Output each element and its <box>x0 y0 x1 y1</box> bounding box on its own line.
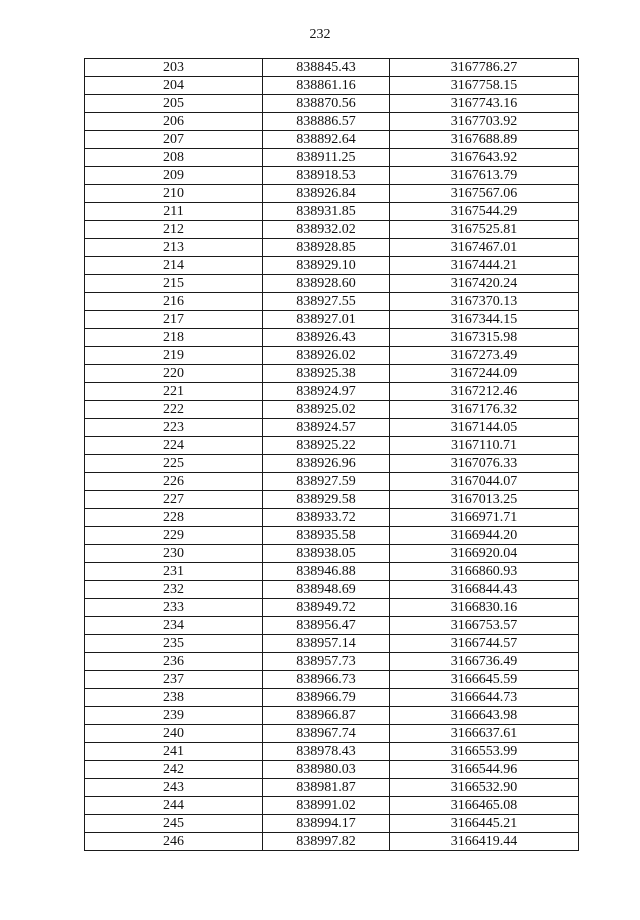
x-coordinate-cell: 838946.88 <box>263 563 390 581</box>
point-number-cell: 223 <box>85 419 263 437</box>
table-row <box>85 329 579 347</box>
table-row <box>85 527 579 545</box>
y-coordinate-cell: 3166944.20 <box>390 527 579 545</box>
point-number-cell: 210 <box>85 185 263 203</box>
table-row <box>85 95 579 113</box>
y-coordinate-cell: 3167567.06 <box>390 185 579 203</box>
table-row <box>85 185 579 203</box>
table-row <box>85 473 579 491</box>
table-row <box>85 707 579 725</box>
x-coordinate-cell: 838957.73 <box>263 653 390 671</box>
x-coordinate-cell: 838967.74 <box>263 725 390 743</box>
y-coordinate-cell: 3167044.07 <box>390 473 579 491</box>
x-coordinate-cell: 838928.60 <box>263 275 390 293</box>
y-coordinate-cell: 3167643.92 <box>390 149 579 167</box>
table-row <box>85 365 579 383</box>
point-number-cell: 242 <box>85 761 263 779</box>
point-number-cell: 211 <box>85 203 263 221</box>
point-number-cell: 238 <box>85 689 263 707</box>
point-number-cell: 222 <box>85 401 263 419</box>
y-coordinate-cell: 3167176.32 <box>390 401 579 419</box>
x-coordinate-cell: 838925.22 <box>263 437 390 455</box>
y-coordinate-cell: 3166553.99 <box>390 743 579 761</box>
y-coordinate-cell: 3166753.57 <box>390 617 579 635</box>
y-coordinate-cell: 3167544.29 <box>390 203 579 221</box>
y-coordinate-cell: 3167467.01 <box>390 239 579 257</box>
table-row <box>85 239 579 257</box>
x-coordinate-cell: 838861.16 <box>263 77 390 95</box>
x-coordinate-cell: 838911.25 <box>263 149 390 167</box>
table-row <box>85 401 579 419</box>
x-coordinate-cell: 838933.72 <box>263 509 390 527</box>
y-coordinate-cell: 3167110.71 <box>390 437 579 455</box>
table-row <box>85 167 579 185</box>
table-row <box>85 563 579 581</box>
x-coordinate-cell: 838948.69 <box>263 581 390 599</box>
table-row <box>85 599 579 617</box>
point-number-cell: 208 <box>85 149 263 167</box>
y-coordinate-cell: 3166736.49 <box>390 653 579 671</box>
x-coordinate-cell: 838932.02 <box>263 221 390 239</box>
point-number-cell: 214 <box>85 257 263 275</box>
table-row <box>85 113 579 131</box>
table-row <box>85 203 579 221</box>
point-number-cell: 206 <box>85 113 263 131</box>
y-coordinate-cell: 3167212.46 <box>390 383 579 401</box>
point-number-cell: 240 <box>85 725 263 743</box>
x-coordinate-cell: 838926.43 <box>263 329 390 347</box>
point-number-cell: 221 <box>85 383 263 401</box>
x-coordinate-cell: 838949.72 <box>263 599 390 617</box>
point-number-cell: 233 <box>85 599 263 617</box>
point-number-cell: 235 <box>85 635 263 653</box>
x-coordinate-cell: 838980.03 <box>263 761 390 779</box>
table-row <box>85 689 579 707</box>
table-row <box>85 761 579 779</box>
y-coordinate-cell: 3167420.24 <box>390 275 579 293</box>
y-coordinate-cell: 3167525.81 <box>390 221 579 239</box>
x-coordinate-cell: 838925.38 <box>263 365 390 383</box>
x-coordinate-cell: 838966.79 <box>263 689 390 707</box>
point-number-cell: 218 <box>85 329 263 347</box>
y-coordinate-cell: 3167013.25 <box>390 491 579 509</box>
table-row <box>85 311 579 329</box>
table-row <box>85 275 579 293</box>
table-row <box>85 815 579 833</box>
point-number-cell: 241 <box>85 743 263 761</box>
table-row <box>85 59 579 77</box>
y-coordinate-cell: 3167688.89 <box>390 131 579 149</box>
y-coordinate-cell: 3167315.98 <box>390 329 579 347</box>
point-number-cell: 203 <box>85 59 263 77</box>
y-coordinate-cell: 3166971.71 <box>390 509 579 527</box>
x-coordinate-cell: 838966.73 <box>263 671 390 689</box>
x-coordinate-cell: 838925.02 <box>263 401 390 419</box>
table-row <box>85 491 579 509</box>
table-row <box>85 437 579 455</box>
x-coordinate-cell: 838966.87 <box>263 707 390 725</box>
point-number-cell: 205 <box>85 95 263 113</box>
x-coordinate-cell: 838886.57 <box>263 113 390 131</box>
x-coordinate-cell: 838957.14 <box>263 635 390 653</box>
table-row <box>85 797 579 815</box>
point-number-cell: 225 <box>85 455 263 473</box>
y-coordinate-cell: 3167444.21 <box>390 257 579 275</box>
point-number-cell: 207 <box>85 131 263 149</box>
point-number-cell: 229 <box>85 527 263 545</box>
y-coordinate-cell: 3166643.98 <box>390 707 579 725</box>
table-row <box>85 383 579 401</box>
y-coordinate-cell: 3166744.57 <box>390 635 579 653</box>
table-row <box>85 635 579 653</box>
point-number-cell: 204 <box>85 77 263 95</box>
table-row <box>85 653 579 671</box>
x-coordinate-cell: 838926.96 <box>263 455 390 473</box>
point-number-cell: 243 <box>85 779 263 797</box>
table-row <box>85 257 579 275</box>
x-coordinate-cell: 838892.64 <box>263 131 390 149</box>
point-number-cell: 224 <box>85 437 263 455</box>
point-number-cell: 213 <box>85 239 263 257</box>
x-coordinate-cell: 838924.57 <box>263 419 390 437</box>
y-coordinate-cell: 3166465.08 <box>390 797 579 815</box>
point-number-cell: 215 <box>85 275 263 293</box>
x-coordinate-cell: 838938.05 <box>263 545 390 563</box>
point-number-cell: 230 <box>85 545 263 563</box>
table-row <box>85 77 579 95</box>
x-coordinate-cell: 838997.82 <box>263 833 390 851</box>
point-number-cell: 231 <box>85 563 263 581</box>
y-coordinate-cell: 3166544.96 <box>390 761 579 779</box>
table-row <box>85 347 579 365</box>
y-coordinate-cell: 3166445.21 <box>390 815 579 833</box>
table-row <box>85 455 579 473</box>
x-coordinate-cell: 838926.84 <box>263 185 390 203</box>
point-number-cell: 227 <box>85 491 263 509</box>
y-coordinate-cell: 3167703.92 <box>390 113 579 131</box>
y-coordinate-cell: 3167613.79 <box>390 167 579 185</box>
point-number-cell: 232 <box>85 581 263 599</box>
y-coordinate-cell: 3166830.16 <box>390 599 579 617</box>
point-number-cell: 212 <box>85 221 263 239</box>
table-row <box>85 545 579 563</box>
point-number-cell: 246 <box>85 833 263 851</box>
table-row <box>85 131 579 149</box>
y-coordinate-cell: 3166644.73 <box>390 689 579 707</box>
x-coordinate-cell: 838924.97 <box>263 383 390 401</box>
table-row <box>85 293 579 311</box>
y-coordinate-cell: 3167786.27 <box>390 59 579 77</box>
table-row <box>85 743 579 761</box>
x-coordinate-cell: 838956.47 <box>263 617 390 635</box>
table-row <box>85 779 579 797</box>
y-coordinate-cell: 3166920.04 <box>390 545 579 563</box>
x-coordinate-cell: 838845.43 <box>263 59 390 77</box>
table-row <box>85 509 579 527</box>
coordinates-table-body <box>85 59 579 851</box>
table-row <box>85 833 579 851</box>
x-coordinate-cell: 838870.56 <box>263 95 390 113</box>
point-number-cell: 220 <box>85 365 263 383</box>
y-coordinate-cell: 3167244.09 <box>390 365 579 383</box>
point-number-cell: 239 <box>85 707 263 725</box>
y-coordinate-cell: 3167144.05 <box>390 419 579 437</box>
x-coordinate-cell: 838927.55 <box>263 293 390 311</box>
y-coordinate-cell: 3166419.44 <box>390 833 579 851</box>
point-number-cell: 217 <box>85 311 263 329</box>
point-number-cell: 236 <box>85 653 263 671</box>
table-row <box>85 149 579 167</box>
x-coordinate-cell: 838981.87 <box>263 779 390 797</box>
y-coordinate-cell: 3167758.15 <box>390 77 579 95</box>
coordinates-table <box>84 58 579 851</box>
point-number-cell: 237 <box>85 671 263 689</box>
x-coordinate-cell: 838927.01 <box>263 311 390 329</box>
table-row <box>85 419 579 437</box>
point-number-cell: 245 <box>85 815 263 833</box>
point-number-cell: 226 <box>85 473 263 491</box>
point-number-cell: 228 <box>85 509 263 527</box>
table-row <box>85 617 579 635</box>
table-row <box>85 725 579 743</box>
y-coordinate-cell: 3167344.15 <box>390 311 579 329</box>
point-number-cell: 216 <box>85 293 263 311</box>
x-coordinate-cell: 838929.10 <box>263 257 390 275</box>
table-row <box>85 671 579 689</box>
page-number: 232 <box>309 27 331 42</box>
y-coordinate-cell: 3167076.33 <box>390 455 579 473</box>
point-number-cell: 244 <box>85 797 263 815</box>
x-coordinate-cell: 838918.53 <box>263 167 390 185</box>
x-coordinate-cell: 838931.85 <box>263 203 390 221</box>
x-coordinate-cell: 838935.58 <box>263 527 390 545</box>
x-coordinate-cell: 838927.59 <box>263 473 390 491</box>
x-coordinate-cell: 838978.43 <box>263 743 390 761</box>
y-coordinate-cell: 3166860.93 <box>390 563 579 581</box>
y-coordinate-cell: 3167743.16 <box>390 95 579 113</box>
table-row <box>85 581 579 599</box>
table-row <box>85 221 579 239</box>
point-number-cell: 209 <box>85 167 263 185</box>
y-coordinate-cell: 3166637.61 <box>390 725 579 743</box>
y-coordinate-cell: 3167370.13 <box>390 293 579 311</box>
y-coordinate-cell: 3166532.90 <box>390 779 579 797</box>
x-coordinate-cell: 838991.02 <box>263 797 390 815</box>
x-coordinate-cell: 838994.17 <box>263 815 390 833</box>
point-number-cell: 234 <box>85 617 263 635</box>
x-coordinate-cell: 838926.02 <box>263 347 390 365</box>
point-number-cell: 219 <box>85 347 263 365</box>
x-coordinate-cell: 838928.85 <box>263 239 390 257</box>
y-coordinate-cell: 3166645.59 <box>390 671 579 689</box>
y-coordinate-cell: 3166844.43 <box>390 581 579 599</box>
y-coordinate-cell: 3167273.49 <box>390 347 579 365</box>
x-coordinate-cell: 838929.58 <box>263 491 390 509</box>
